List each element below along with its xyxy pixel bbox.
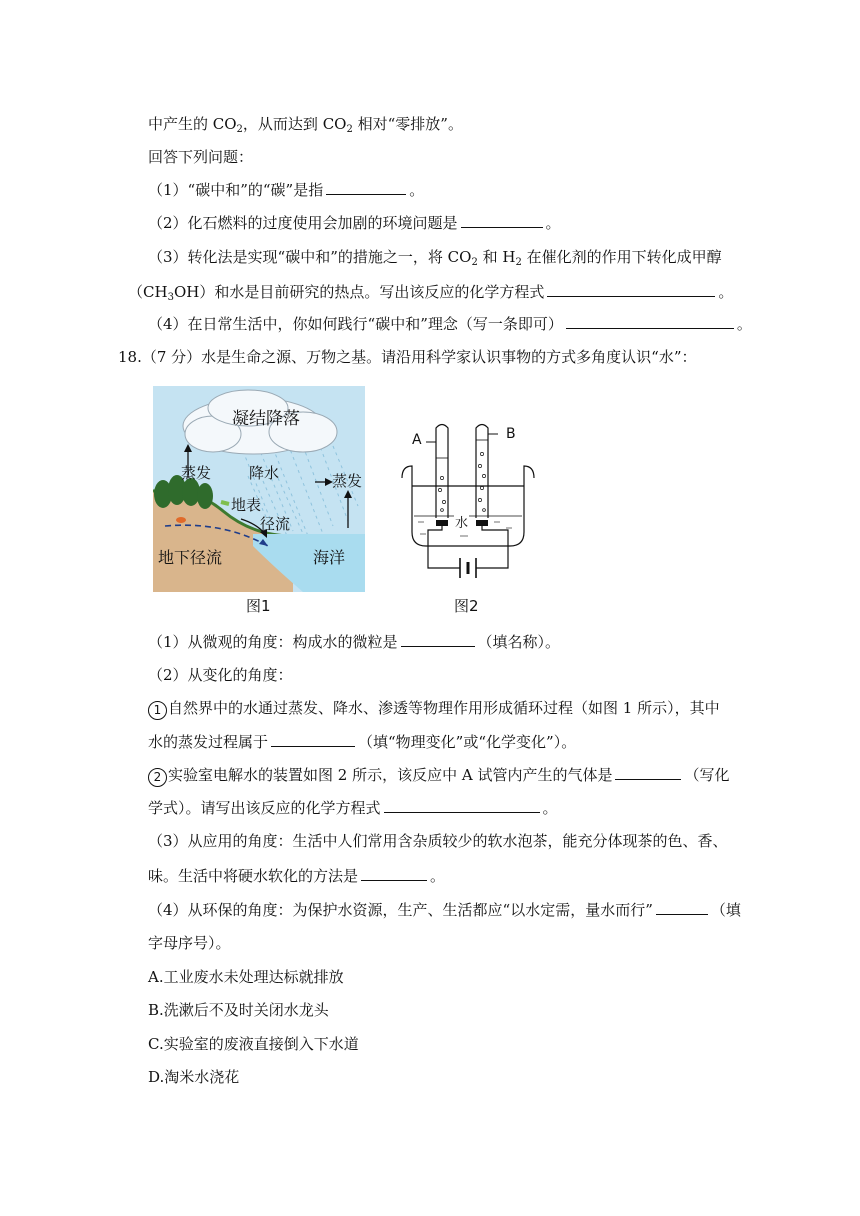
q17-part3-line2 — [128, 282, 733, 302]
wire-right — [476, 526, 508, 568]
answer-blank[interactable] — [271, 732, 355, 747]
answer-prompt: 回答下列问题： — [148, 148, 254, 166]
option-b[interactable]: B.洗漱后不及时关闭水龙头 — [148, 1001, 329, 1019]
q18-part3-line1: （3）从应用的角度：生活中人们常用含杂质较少的软水泡茶，能充分体现茶的色、香、 — [148, 832, 728, 850]
q18-part4-end-a: （填 — [710, 901, 741, 919]
subscript: 3 — [167, 292, 174, 303]
punct: 。 — [718, 283, 734, 301]
answer-blank[interactable] — [566, 314, 734, 329]
intro-line — [148, 114, 463, 134]
option-a[interactable]: A.工业废水未处理达标就排放 — [148, 968, 344, 986]
intro-text-a: 中产生的 CO — [148, 115, 237, 133]
subscript: 2 — [515, 257, 522, 268]
q18-part2-1-line2 — [148, 732, 576, 752]
subscript: 2 — [236, 124, 243, 135]
q18-part2-2-text-b: 学式）。请写出该反应的化学方程式 — [148, 799, 381, 817]
intro-text-b: ，从而达到 CO — [242, 115, 347, 133]
answer-blank[interactable] — [656, 900, 708, 915]
label-evap-left: 蒸发 — [181, 464, 212, 482]
q17-part3-text-a: （3）转化法是实现“碳中和”的措施之一，将 CO — [148, 248, 472, 266]
wire-left — [428, 526, 460, 568]
intro-text-c: 相对“零排放”。 — [352, 115, 463, 133]
electrode-a — [436, 520, 448, 526]
q17-part3-text-c: 在催化剂的作用下转化成甲醇 — [521, 248, 722, 266]
q17-part1 — [148, 180, 424, 200]
q17-part3-text-d: （CH — [128, 283, 168, 301]
answer-blank[interactable] — [384, 798, 540, 813]
punct: 。 — [736, 315, 752, 333]
circled-number-2: 2 — [148, 768, 167, 787]
q17-part4 — [148, 314, 752, 334]
answer-blank[interactable] — [547, 282, 715, 297]
option-d[interactable]: D.淘米水浇花 — [148, 1068, 240, 1086]
label-tube-a: A — [412, 432, 422, 448]
electrode-b — [476, 520, 488, 526]
answer-blank[interactable] — [361, 866, 427, 881]
answer-blank[interactable] — [326, 180, 406, 195]
figure1-caption: 图1 — [246, 597, 271, 615]
q18-part2-2-line1 — [148, 765, 729, 787]
q18-part4-line1 — [148, 900, 741, 920]
q18-part4-text-a: （4）从环保的角度：为保护水资源，生产、生活都应“以水定需，量水而行” — [148, 901, 653, 919]
tube-a — [436, 425, 448, 519]
trough-lip-right — [524, 466, 534, 478]
punct: 。 — [409, 181, 425, 199]
label-condense: 凝结降落 — [232, 409, 300, 429]
label-underground: 地下径流 — [158, 548, 223, 567]
q17-part2 — [148, 213, 561, 233]
punct: 。 — [545, 214, 561, 232]
q17-part3-line1 — [148, 247, 722, 267]
answer-blank[interactable] — [401, 632, 475, 647]
q18-part3-line2 — [148, 866, 445, 886]
marker-dot — [176, 517, 186, 523]
subscript: 2 — [471, 257, 478, 268]
q17-part4-text: （4）在日常生活中，你如何践行“碳中和”理念（写一条即可） — [148, 315, 563, 333]
q18-part3-text-b: 味。生活中将硬水软化的方法是 — [148, 867, 359, 885]
q18-part1-text: （1）从微观的角度：构成水的微粒是 — [148, 633, 398, 651]
q18-part2-1-end: （填“物理变化”或“化学变化”）。 — [358, 733, 577, 751]
subscript: 2 — [346, 124, 353, 135]
q18-part2-2-text-a: 实验室电解水的装置如图 2 所示，该反应中 A 试管内产生的气体是 — [168, 766, 613, 784]
q18-part2: （2）从变化的角度： — [148, 666, 293, 684]
answer-blank[interactable] — [461, 213, 543, 228]
q18-part2-1-text-b: 水的蒸发过程属于 — [148, 733, 269, 751]
punct: 。 — [542, 799, 558, 817]
label-water: 水 — [454, 512, 469, 531]
punct: （填名称）。 — [477, 633, 561, 651]
label-evap-right: 蒸发 — [332, 472, 363, 490]
q18-title: 18.（7 分）水是生命之源、万物之基。请沿用科学家认识事物的方式多角度认识“水”： — [118, 348, 697, 366]
q17-part3-text-b: 和 H — [477, 248, 516, 266]
answer-blank[interactable] — [615, 765, 681, 780]
label-ocean: 海洋 — [313, 548, 346, 567]
q17-part2-text: （2）化石燃料的过度使用会加剧的环境问题是 — [148, 214, 458, 232]
tube-b — [476, 425, 488, 519]
q18-part2-1-text-a: 自然界中的水通过蒸发、降水、渗透等物理作用形成循环过程（如图 1 所示），其中 — [168, 699, 720, 717]
label-tube-b: B — [506, 426, 516, 442]
circled-number-1: 1 — [148, 701, 167, 720]
q18-part2-1-line1 — [148, 698, 720, 720]
q18-part2-2-line2 — [148, 798, 558, 818]
trough-lip-left — [402, 466, 412, 478]
green-marker — [221, 502, 229, 504]
option-c[interactable]: C.实验室的废液直接倒入下水道 — [148, 1035, 359, 1053]
figure2-caption: 图2 — [454, 597, 479, 615]
label-surface-1: 地表 — [231, 496, 262, 514]
label-surface-2: 径流 — [260, 515, 291, 533]
q18-part1 — [148, 632, 560, 652]
q18-part4-line2: 字母序号）。 — [148, 934, 231, 952]
punct: 。 — [430, 867, 446, 885]
bubbles — [438, 452, 485, 511]
label-rain: 降水 — [249, 464, 280, 482]
q18-part2-2-end-a: （写化 — [684, 766, 730, 784]
q17-part3-text-e: OH）和水是目前研究的热点。写出该反应的化学方程式 — [173, 283, 545, 301]
q17-part1-text: （1）“碳中和”的“碳”是指 — [148, 181, 324, 199]
